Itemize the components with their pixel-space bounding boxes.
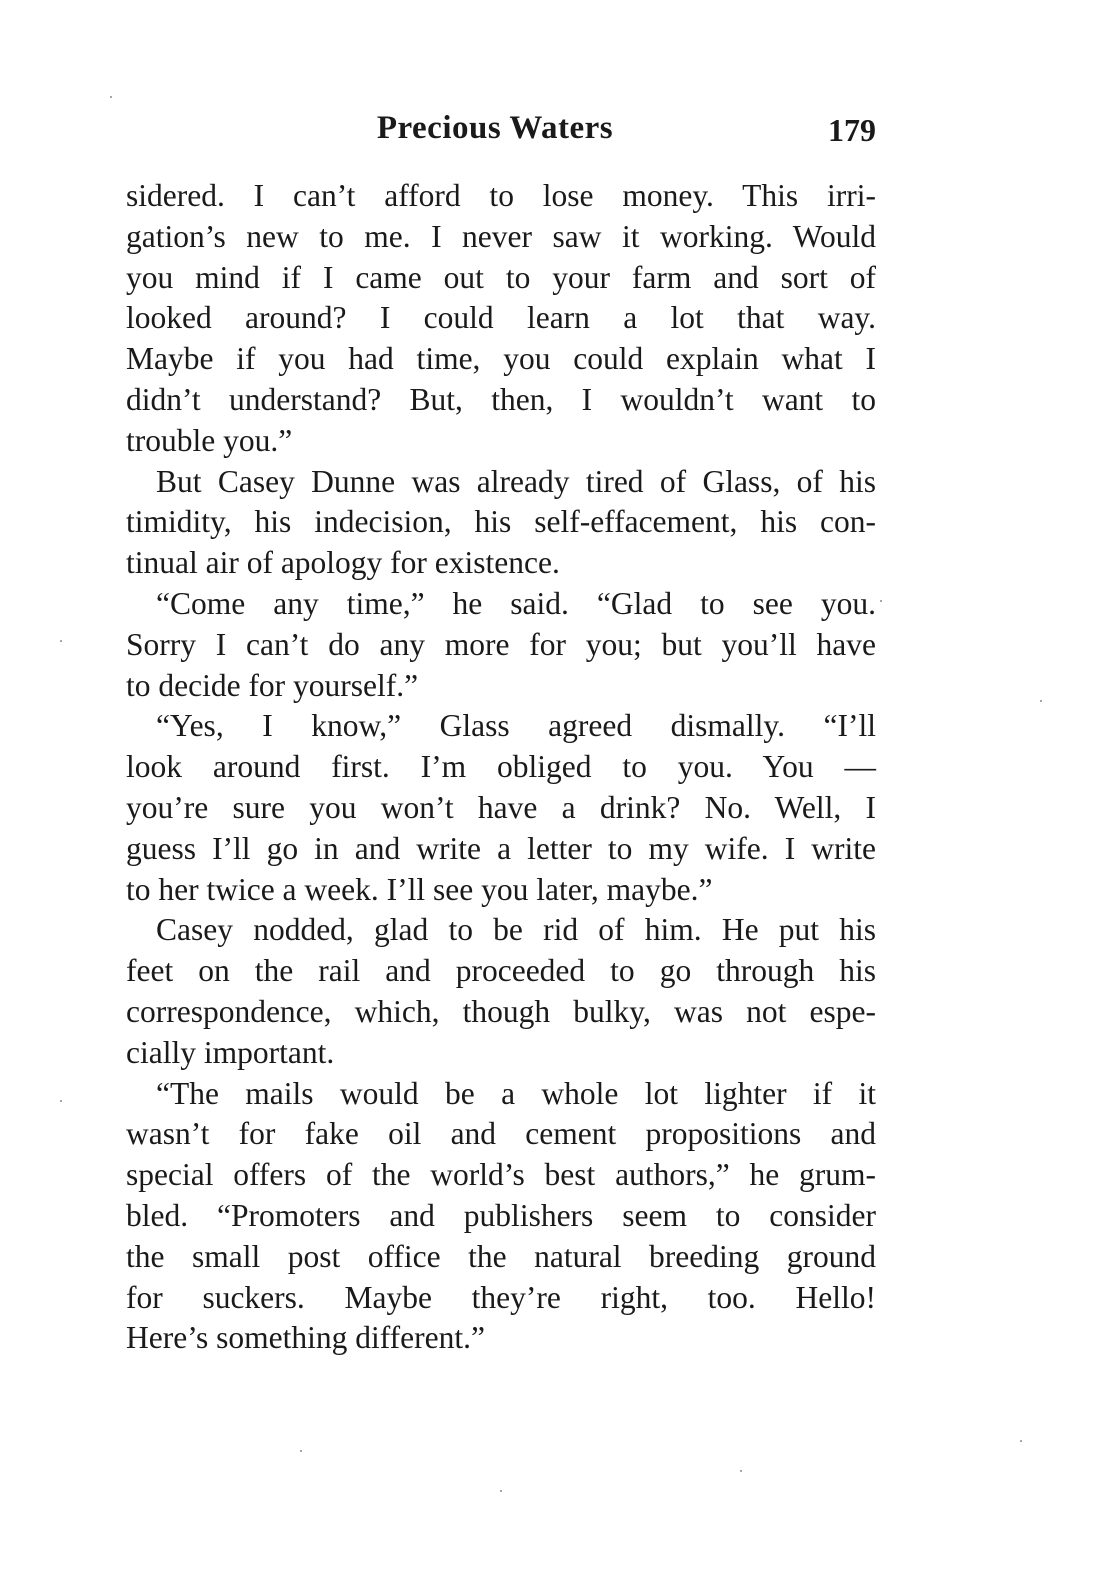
scan-speck [60, 640, 62, 642]
running-head [124, 110, 876, 158]
scan-speck [740, 1470, 742, 1472]
text-line: bled. “Promoters and publishers seem to consider [126, 1197, 876, 1233]
text-line: gation’s new to me. I never saw it working. Would [126, 218, 876, 254]
page-number: 179 [828, 112, 876, 148]
text-line: for suckers. Maybe they’re right, too. Hello! [126, 1279, 876, 1315]
body-text [126, 176, 876, 1359]
text-line: to decide for yourself.” [126, 667, 419, 703]
text-line: cially important. [126, 1034, 335, 1070]
paragraph-first-line: But Casey Dunne was already tired of Glass, of his [156, 463, 876, 499]
scan-speck [1040, 700, 1042, 702]
scan-speck [500, 1490, 502, 1492]
scan-speck [60, 1100, 62, 1102]
text-line: special offers of the world’s best authors,” he grum- [126, 1157, 876, 1193]
paragraph-first-line: “The mails would be a whole lot lighter if it [156, 1075, 876, 1111]
scan-speck [300, 1450, 302, 1452]
scan-speck [1020, 1440, 1022, 1442]
paragraph-first-line: Casey nodded, glad to be rid of him. He put his [156, 912, 876, 948]
paragraph-first-line: “Yes, I know,” Glass agreed dismally. “I’ll [156, 708, 876, 744]
text-line: to her twice a week. I’ll see you later, maybe.” [126, 871, 713, 907]
running-title: Precious Waters [376, 110, 614, 146]
paragraph-first-line: “Come any time,” he said. “Glad to see you. [156, 585, 876, 621]
text-line: Maybe if you had time, you could explain what I [126, 341, 876, 377]
text-line: didn’t understand? But, then, I wouldn’t want to [126, 381, 876, 417]
text-line: you mind if I came out to your farm and sort of [126, 259, 876, 295]
text-line: feet on the rail and proceeded to go through his [126, 953, 876, 989]
text-line: correspondence, which, though bulky, was not espe- [126, 993, 876, 1029]
scan-speck [880, 600, 882, 602]
text-line: looked around? I could learn a lot that way. [126, 300, 876, 336]
text-line: guess I’ll go in and write a letter to my wife. I write [126, 830, 876, 866]
text-line: you’re sure you won’t have a drink? No. Well, I [126, 789, 876, 825]
text-line: tinual air of apology for existence. [126, 545, 560, 581]
text-line: Here’s something different.” [126, 1320, 485, 1356]
paragraph-first-line: sidered. I can’t afford to lose money. This irri- [126, 178, 876, 213]
text-line: Sorry I can’t do any more for you; but you’ll have [126, 626, 876, 662]
text-line: trouble you.” [126, 422, 293, 458]
text-line: look around first. I’m obliged to you. You — [126, 749, 876, 785]
scan-speck [110, 96, 112, 98]
text-line: timidity, his indecision, his self-effacement, his con- [126, 504, 876, 540]
text-line: the small post office the natural breeding ground [126, 1238, 876, 1274]
text-line: wasn’t for fake oil and cement propositions and [126, 1116, 876, 1152]
